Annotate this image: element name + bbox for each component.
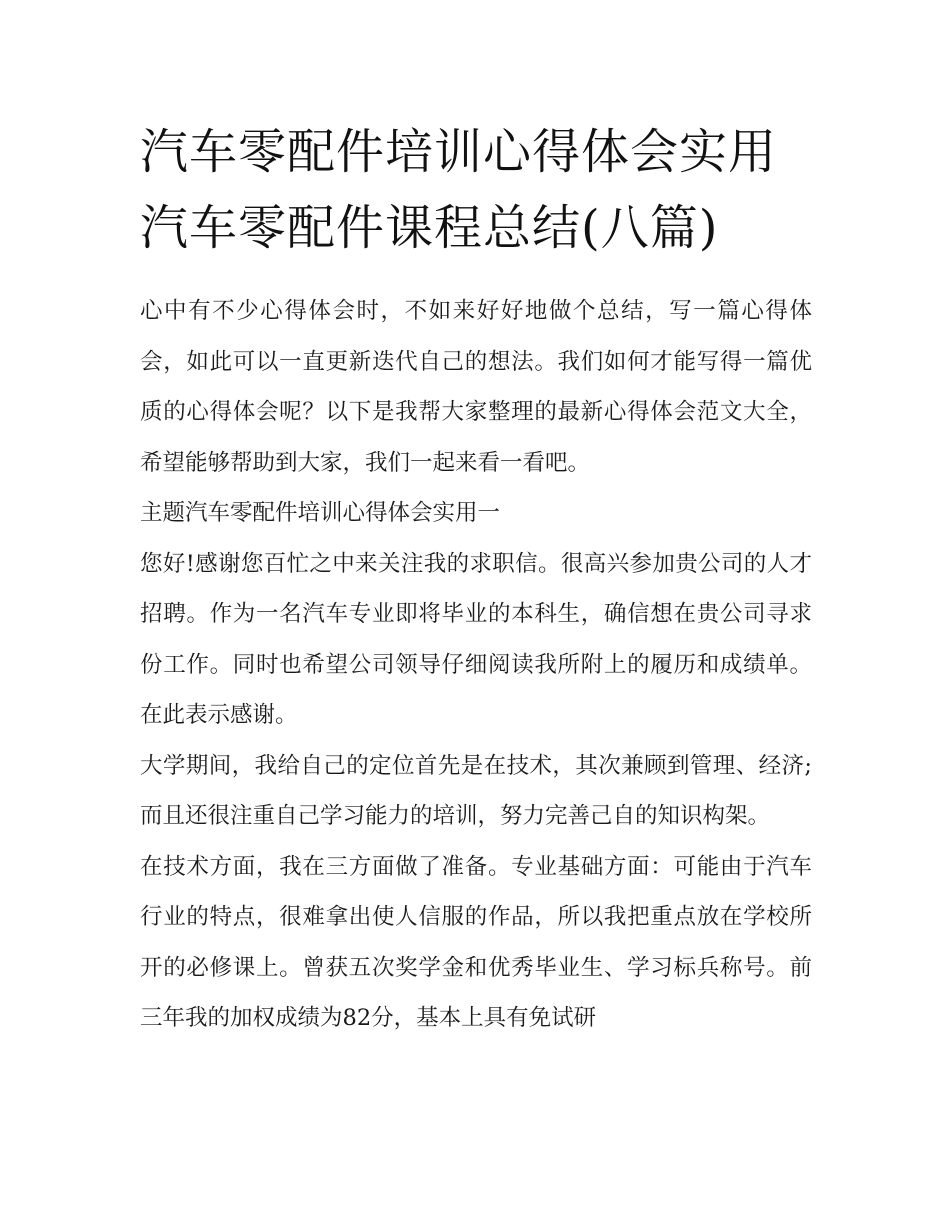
document-body	[140, 286, 812, 1044]
body-paragraph: 您好!感谢您百忙之中来关注我的求职信。很高兴参加贵公司的人才招聘。作为一名汽车专业即将毕业的本科生，确信想在贵公司寻求份工作。同时也希望公司领导仔细阅读我所附上的履历和成绩单。在此表示感谢。	[140, 550, 812, 728]
title-line-1: 汽车零配件培训心得体会实用	[140, 124, 778, 180]
document-content	[140, 114, 812, 1044]
title-line-2: 汽车零配件课程总结(八篇)	[140, 200, 719, 256]
section-heading: 主题汽车零配件培训心得体会实用一	[140, 500, 501, 526]
body-paragraph: 大学期间，我给自己的定位首先是在技术，其次兼顾到管理、经济;而且还很注重自己学习能力的培训，努力完善己自的知识构架。	[140, 752, 812, 829]
document-title	[140, 114, 812, 266]
body-paragraph: 在技术方面，我在三方面做了准备。专业基础方面：可能由于汽车行业的特点，很难拿出使人信服的作品，所以我把重点放在学校所开的必修课上。曾获五次奖学金和优秀毕业生、学习标兵称号。前三年我的加权成绩为82分，基本上具有免试研	[140, 853, 812, 1031]
intro-paragraph: 心中有不少心得体会时，不如来好好地做个总结，写一篇心得体会，如此可以一直更新迭代自己的想法。我们如何才能写得一篇优质的心得体会呢？以下是我帮大家整理的最新心得体会范文大全，希望能够帮助到大家，我们一起来看一看吧。	[140, 298, 812, 476]
